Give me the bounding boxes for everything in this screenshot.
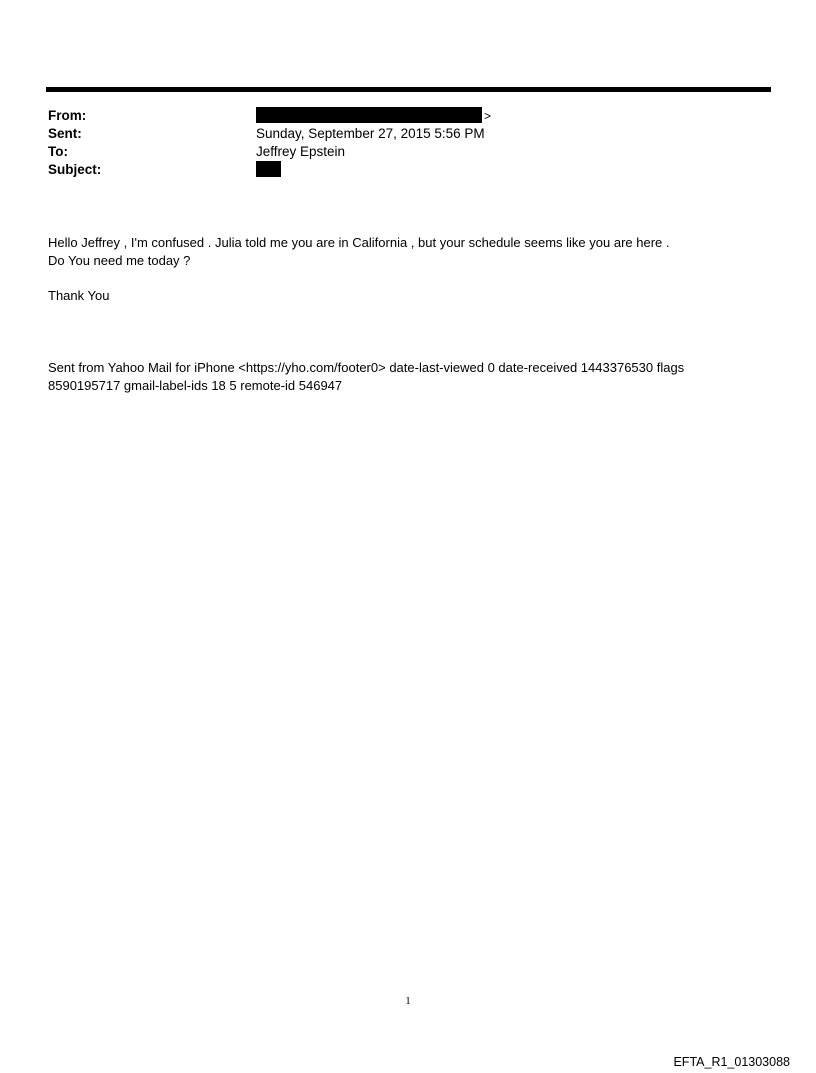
from-suffix: > — [484, 109, 492, 124]
email-header — [48, 107, 748, 179]
subject-label: Subject: — [48, 162, 102, 177]
from-label: From: — [48, 108, 87, 123]
to-value: Jeffrey Epstein — [256, 144, 346, 159]
subject-value — [256, 161, 281, 179]
sent-label: Sent: — [48, 126, 82, 141]
redaction-block — [256, 107, 482, 123]
body-line: Do You need me today ? — [48, 253, 191, 268]
header-divider — [46, 87, 771, 92]
footer-line: Sent from Yahoo Mail for iPhone <https://yho.com/footer0> date-last-viewed 0 date-received 1443376530 flags — [48, 360, 685, 375]
email-footer — [48, 359, 768, 395]
subject-row — [48, 161, 748, 179]
body-line: Hello Jeffrey , I'm confused . Julia told me you are in California , but your schedule seems like you are here . — [48, 235, 670, 250]
redaction-block — [256, 161, 281, 177]
sent-value: Sunday, September 27, 2015 5:56 PM — [256, 126, 485, 141]
sent-row — [48, 125, 748, 143]
to-row — [48, 143, 748, 161]
email-body — [48, 234, 768, 270]
from-row — [48, 107, 748, 125]
from-value — [256, 107, 491, 125]
to-label: To: — [48, 144, 68, 159]
document-id: EFTA_R1_01303088 — [673, 1055, 790, 1069]
page-number: 1 — [405, 995, 411, 1007]
footer-line: 8590195717 gmail-label-ids 18 5 remote-id 546947 — [48, 378, 343, 393]
closing-text: Thank You — [48, 288, 110, 303]
